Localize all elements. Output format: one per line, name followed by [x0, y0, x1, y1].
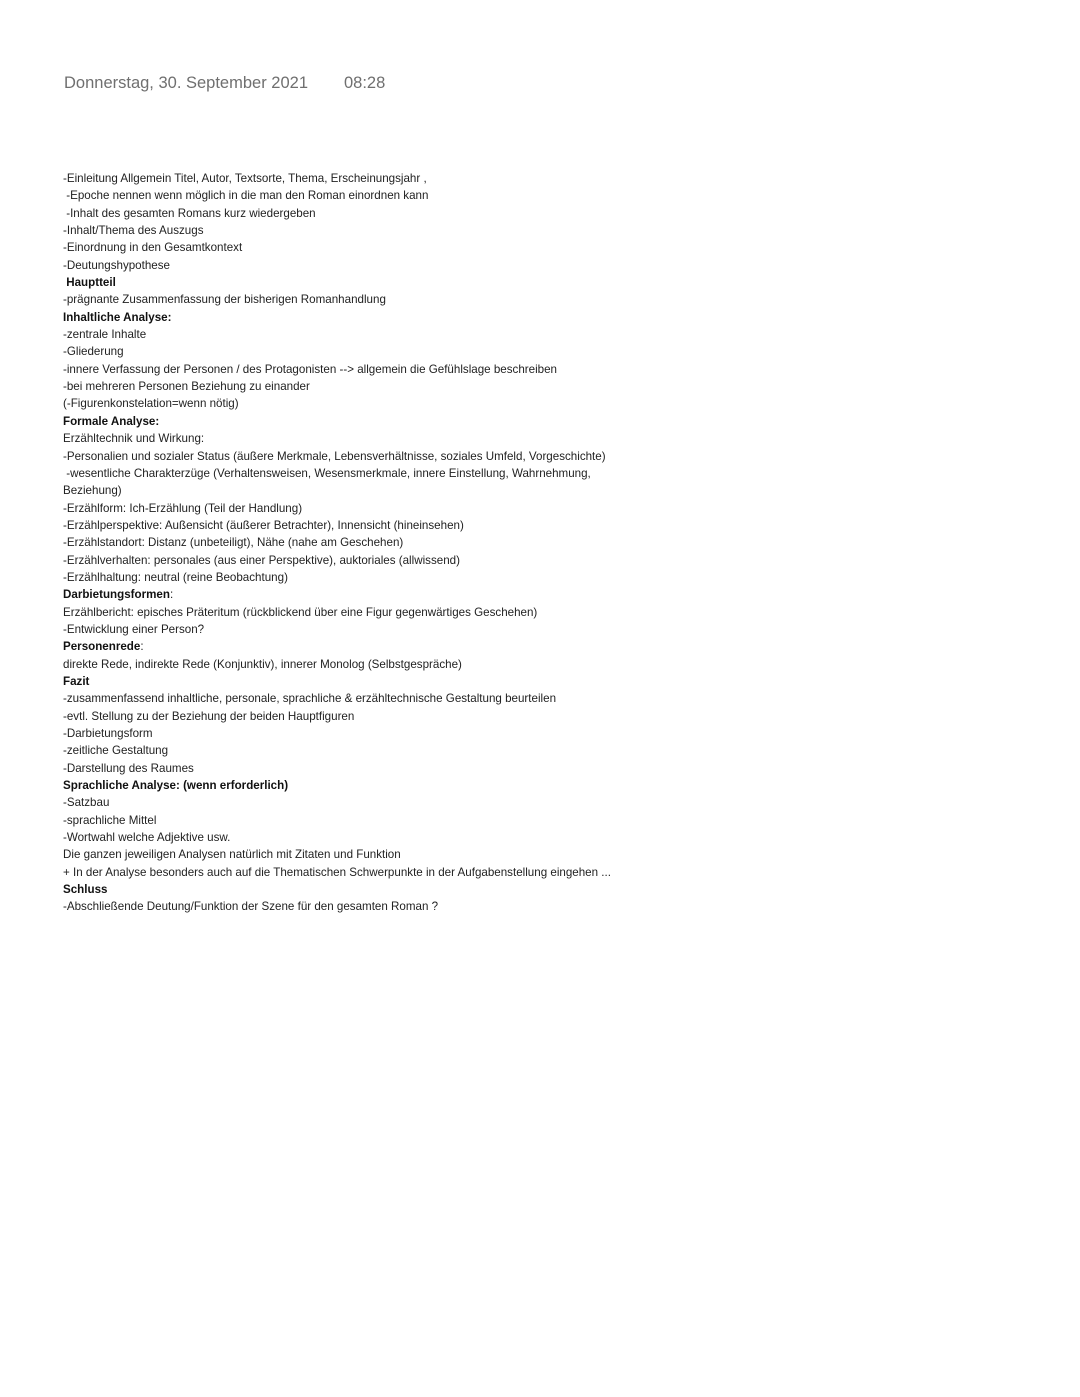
line-text: -Inhalt/Thema des Auszugs: [63, 224, 204, 238]
note-line: [63, 326, 703, 343]
section-heading: [63, 309, 703, 326]
heading-text: Inhaltliche Analyse:: [63, 310, 172, 324]
note-line: [63, 239, 703, 256]
line-text: -Erzählstandort: Distanz (unbeteiligt), Nähe (nahe am Geschehen): [63, 536, 404, 550]
line-text: -Erzählform: Ich-Erzählung (Teil der Handlung): [63, 501, 303, 515]
line-text: -Einleitung Allgemein Titel, Autor, Textsorte, Thema, Erscheinungsjahr ,: [63, 172, 427, 185]
line-text: Beziehung): [63, 484, 122, 498]
note-line: [63, 222, 703, 239]
note-line: [63, 257, 703, 274]
heading-text: Darbietungsformen: [63, 588, 170, 602]
line-text: -zentrale Inhalte: [63, 328, 147, 342]
line-text: -Epoche nennen wenn möglich in die man den Roman einordnen kann: [63, 189, 429, 203]
note-line: [63, 395, 703, 412]
note-line: [63, 378, 703, 395]
note-line: [63, 864, 703, 881]
note-line: [63, 760, 703, 777]
heading-text: Sprachliche Analyse: (wenn erforderlich): [63, 779, 289, 793]
page-header: [64, 74, 385, 93]
line-text: -prägnante Zusammenfassung der bisherigen Romanhandlung: [63, 293, 386, 307]
note-line: [63, 794, 703, 811]
line-text: Die ganzen jeweiligen Analysen natürlich mit Zitaten und Funktion: [63, 848, 401, 862]
line-text: -Erzählhaltung: neutral (reine Beobachtung): [63, 570, 288, 584]
line-text: -Inhalt des gesamten Romans kurz wiedergeben: [63, 206, 316, 220]
line-text: -Einordnung in den Gesamtkontext: [63, 241, 243, 255]
line-text: -zusammenfassend inhaltliche, personale, sprachliche & erzähltechnische Gestaltung beurteilen: [63, 692, 557, 706]
note-line: [63, 465, 703, 482]
heading-suffix: :: [169, 588, 174, 602]
note-line: [63, 621, 703, 638]
note-line: [63, 725, 703, 742]
section-heading: [63, 274, 703, 291]
heading-text: Personenrede: [63, 640, 141, 654]
section-heading: [63, 881, 703, 898]
note-line: [63, 361, 703, 378]
note-line: [63, 829, 703, 846]
note-line: [63, 604, 703, 621]
line-text: -Gliederung: [63, 345, 124, 359]
heading-text: Formale Analyse:: [63, 414, 160, 428]
heading-text: Hauptteil: [63, 276, 116, 290]
heading-suffix: :: [140, 640, 144, 654]
line-text: -Darstellung des Raumes: [63, 761, 194, 775]
section-heading: [63, 777, 703, 794]
line-text: -Darbietungsform: [63, 727, 153, 740]
time-label: 08:28: [344, 74, 386, 92]
note-line: [63, 517, 703, 534]
section-heading: [63, 638, 703, 655]
line-text: -bei mehreren Personen Beziehung zu einander: [63, 380, 310, 394]
line-text: -Wortwahl welche Adjektive usw.: [63, 831, 231, 845]
line-text: direkte Rede, indirekte Rede (Konjunktiv), innerer Monolog (Selbstgespräche): [63, 657, 462, 671]
note-line: [63, 742, 703, 759]
line-text: -Abschließende Deutung/Funktion der Szene für den gesamten Roman ?: [63, 900, 439, 914]
note-line: [63, 534, 703, 551]
note-line: [63, 812, 703, 829]
note-line: [63, 898, 703, 915]
line-text: -Erzählperspektive: Außensicht (äußerer Betrachter), Innensicht (hineinsehen): [63, 518, 464, 532]
note-line: [63, 170, 703, 187]
heading-text: Schluss: [63, 883, 108, 897]
note-line: [63, 430, 703, 447]
section-heading: [63, 413, 703, 430]
line-text: Erzählbericht: episches Präteritum (rückblickend über eine Figur gegenwärtiges Geschehen): [63, 605, 538, 619]
line-text: -sprachliche Mittel: [63, 813, 157, 827]
line-text: -Deutungshypothese: [63, 258, 170, 272]
note-line: [63, 500, 703, 517]
note-line: [63, 205, 703, 222]
line-text: -Satzbau: [63, 796, 110, 810]
note-line: [63, 569, 703, 586]
line-text: -wesentliche Charakterzüge (Verhaltensweisen, Wesensmerkmale, innere Einstellung, Wahrnehmung,: [63, 466, 591, 480]
note-line: [63, 708, 703, 725]
note-line: [63, 482, 703, 499]
note-line: [63, 846, 703, 863]
line-text: -Erzählverhalten: personales (aus einer Perspektive), auktoriales (allwissend): [63, 553, 460, 567]
date-label: Donnerstag, 30. September 2021: [64, 74, 308, 92]
line-text: -evtl. Stellung zu der Beziehung der beiden Hauptfiguren: [63, 709, 355, 723]
line-text: + In der Analyse besonders auch auf die Thematischen Schwerpunkte in der Aufgabenstellung eingehen ...: [63, 865, 611, 879]
note-line: [63, 343, 703, 360]
note-line: [63, 656, 703, 673]
note-line: [63, 187, 703, 204]
note-body: [63, 170, 703, 916]
section-heading: [63, 673, 703, 690]
note-line: [63, 552, 703, 569]
section-heading: [63, 586, 703, 603]
note-line: [63, 448, 703, 465]
line-text: Erzähltechnik und Wirkung:: [63, 432, 205, 446]
line-text: -innere Verfassung der Personen / des Protagonisten --> allgemein die Gefühlslage beschreiben: [63, 362, 558, 376]
line-text: -Entwicklung einer Person?: [63, 622, 205, 636]
line-text: -Personalien und sozialer Status (äußere Merkmale, Lebensverhältnisse, soziales Umfeld, Vorgeschichte): [63, 449, 606, 463]
heading-text: Fazit: [63, 674, 90, 688]
line-text: (-Figurenkonstelation=wenn nötig): [63, 397, 239, 411]
note-line: [63, 291, 703, 308]
line-text: -zeitliche Gestaltung: [63, 744, 169, 758]
note-line: [63, 690, 703, 707]
